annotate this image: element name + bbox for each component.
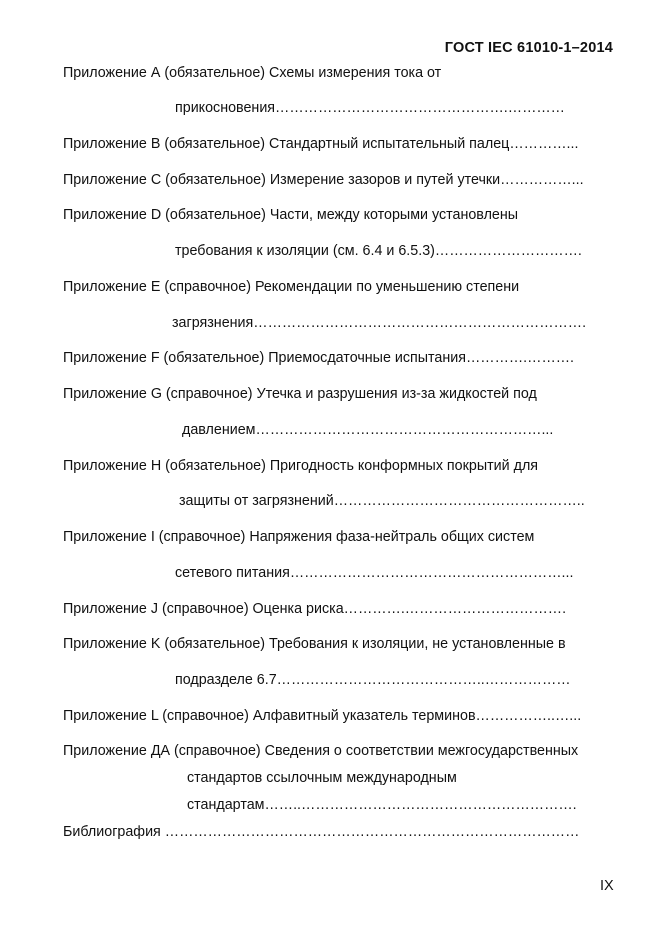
toc-entry-appendix-k-line-1: Приложение K (обязательное) Требования к изоляции, не установленные в bbox=[63, 636, 566, 652]
page-number: IX bbox=[600, 878, 614, 894]
standard-header: ГОСТ IEC 61010-1–2014 bbox=[444, 40, 613, 56]
toc-entry-appendix-h-line-1: Приложение H (обязательное) Пригодность конформных покрытий для bbox=[63, 458, 539, 474]
toc-entry-appendix-e-line-2: загрязнения……………………………………………………………. bbox=[172, 315, 587, 331]
toc-entry-appendix-i-line-1: Приложение I (справочное) Напряжения фаза-нейтраль общих систем bbox=[63, 529, 535, 545]
toc-entry-appendix-g-line-1: Приложение G (справочное) Утечка и разрушения из-за жидкостей под bbox=[63, 386, 537, 402]
toc-entry-appendix-h-line-2: защиты от загрязнений…………………………………………….. bbox=[179, 493, 585, 509]
toc-entry-appendix-a-line-1: Приложение А (обязательное) Схемы измерения тока от bbox=[63, 65, 442, 81]
toc-entry-appendix-g-line-2: давлением……………………………………………………... bbox=[182, 422, 554, 438]
toc-entry-appendix-da-line-1: Приложение ДА (справочное) Сведения о соответствии межгосударственных bbox=[63, 743, 579, 759]
toc-entry-appendix-a-line-2: прикосновения………………………………………….………… bbox=[175, 100, 565, 116]
toc-entry-appendix-i-line-2: сетевого питания…………………………………………………... bbox=[175, 565, 574, 581]
toc-entry-appendix-c: Приложение С (обязательное) Измерение зазоров и путей утечки……………... bbox=[63, 172, 584, 188]
toc-entry-appendix-k-line-2: подразделе 6.7……………………………………..……………… bbox=[175, 672, 571, 688]
toc-entry-appendix-b: Приложение В (обязательное) Стандартный испытательный палец…………... bbox=[63, 136, 579, 152]
toc-entry-bibliography: Библиография …………………………………………………………………………… bbox=[63, 824, 580, 840]
toc-entry-appendix-d-line-1: Приложение D (обязательное) Части, между которыми установлены bbox=[63, 207, 519, 223]
toc-entry-appendix-d-line-2: требования к изоляции (см. 6.4 и 6.5.3)…………………………. bbox=[175, 243, 582, 259]
toc-entry-appendix-f: Приложение F (обязательное) Приемосдаточные испытания………….………. bbox=[63, 350, 575, 366]
toc-entry-appendix-da-line-3: стандартам……..…………………………………………………. bbox=[187, 797, 577, 813]
toc-entry-appendix-da-line-2: стандартов ссылочным международным bbox=[187, 770, 457, 786]
toc-entry-appendix-e-line-1: Приложение Е (справочное) Рекомендации по уменьшению степени bbox=[63, 279, 520, 295]
toc-entry-appendix-j: Приложение J (справочное) Оценка риска………….……………………………. bbox=[63, 601, 567, 617]
toc-entry-appendix-l: Приложение L (справочное) Алфавитный указатель терминов……………..…... bbox=[63, 708, 582, 724]
